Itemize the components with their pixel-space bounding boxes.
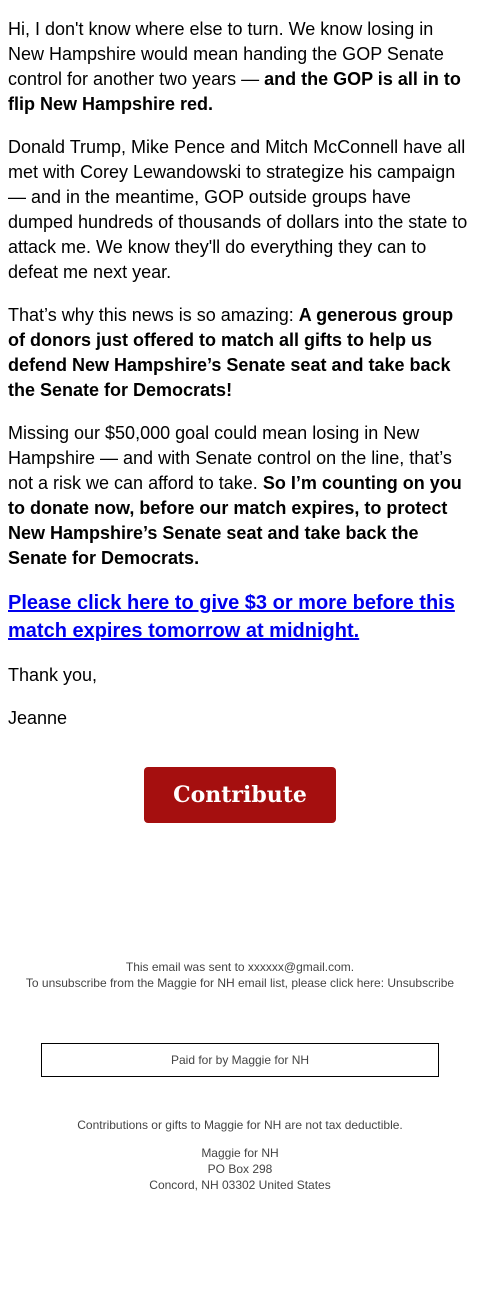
paragraph-match-news [8, 303, 472, 403]
email-body [8, 17, 472, 749]
signature: Jeanne [8, 708, 68, 728]
org-name: Maggie for NH [201, 1146, 279, 1160]
contribute-button-wrap [0, 767, 480, 823]
donate-link[interactable]: Please click here to give $3 or more before this match expires tomorrow at midnight. [8, 592, 455, 642]
footer-notice [0, 959, 480, 991]
paid-for-disclaimer: Paid for by Maggie for NH [41, 1043, 439, 1077]
donate-link-paragraph [8, 589, 472, 645]
paragraph-intro-bold: and the GOP is all in to flip New Hampshire red. [8, 69, 461, 114]
address-line-2: Concord, NH 03302 United States [149, 1178, 331, 1192]
paragraph-goal-bold: So I’m counting on you to donate now, before our match expires, to protect New Hampshire’s Senate seat and take back the Senate for Democrats. [8, 473, 462, 568]
paragraph-intro-text: Hi, I don't know where else to turn. We know losing in New Hampshire would mean handing the GOP Senate control for another two years — [8, 19, 444, 89]
paragraph-match-news-text: That’s why this news is so amazing: [8, 305, 299, 325]
paragraph-match-news-bold: A generous group of donors just offered to match all gifts to help us defend New Hampshire’s Senate seat and take back the Senate for Democrats! [8, 305, 454, 400]
unsubscribe-text: To unsubscribe from the Maggie for NH email list, please click here: [25, 976, 388, 990]
unsubscribe-notice [0, 975, 480, 991]
unsubscribe-link[interactable]: Unsubscribe [387, 976, 455, 990]
mailing-address [0, 1145, 480, 1193]
paragraph-goal-text: Missing our $50,000 goal could mean losing in New Hampshire — and with Senate control on the line, that’s not a risk we can afford to take. [8, 423, 452, 493]
closing-thanks: Thank you, [8, 665, 98, 685]
tax-notice [0, 1117, 480, 1133]
tax-deductible-note: Contributions or gifts to Maggie for NH are not tax deductible. [77, 1118, 403, 1132]
address-line-1: PO Box 298 [207, 1162, 273, 1176]
paragraph-gop-groups-text: Donald Trump, Mike Pence and Mitch McConnell have all met with Corey Lewandowski to strategize his campaign — and in the meantime, GOP outside groups have dumped hundreds of thousands of dollars into the state to attack me. We know they'll do everything they can to defeat me next year. [8, 137, 468, 282]
contribute-button[interactable]: Contribute [144, 767, 336, 823]
paragraph-goal [8, 421, 472, 571]
sent-to-notice: This email was sent to xxxxxx@gmail.com. [125, 960, 355, 974]
paragraph-intro [8, 17, 472, 117]
paragraph-gop-groups [8, 135, 472, 285]
